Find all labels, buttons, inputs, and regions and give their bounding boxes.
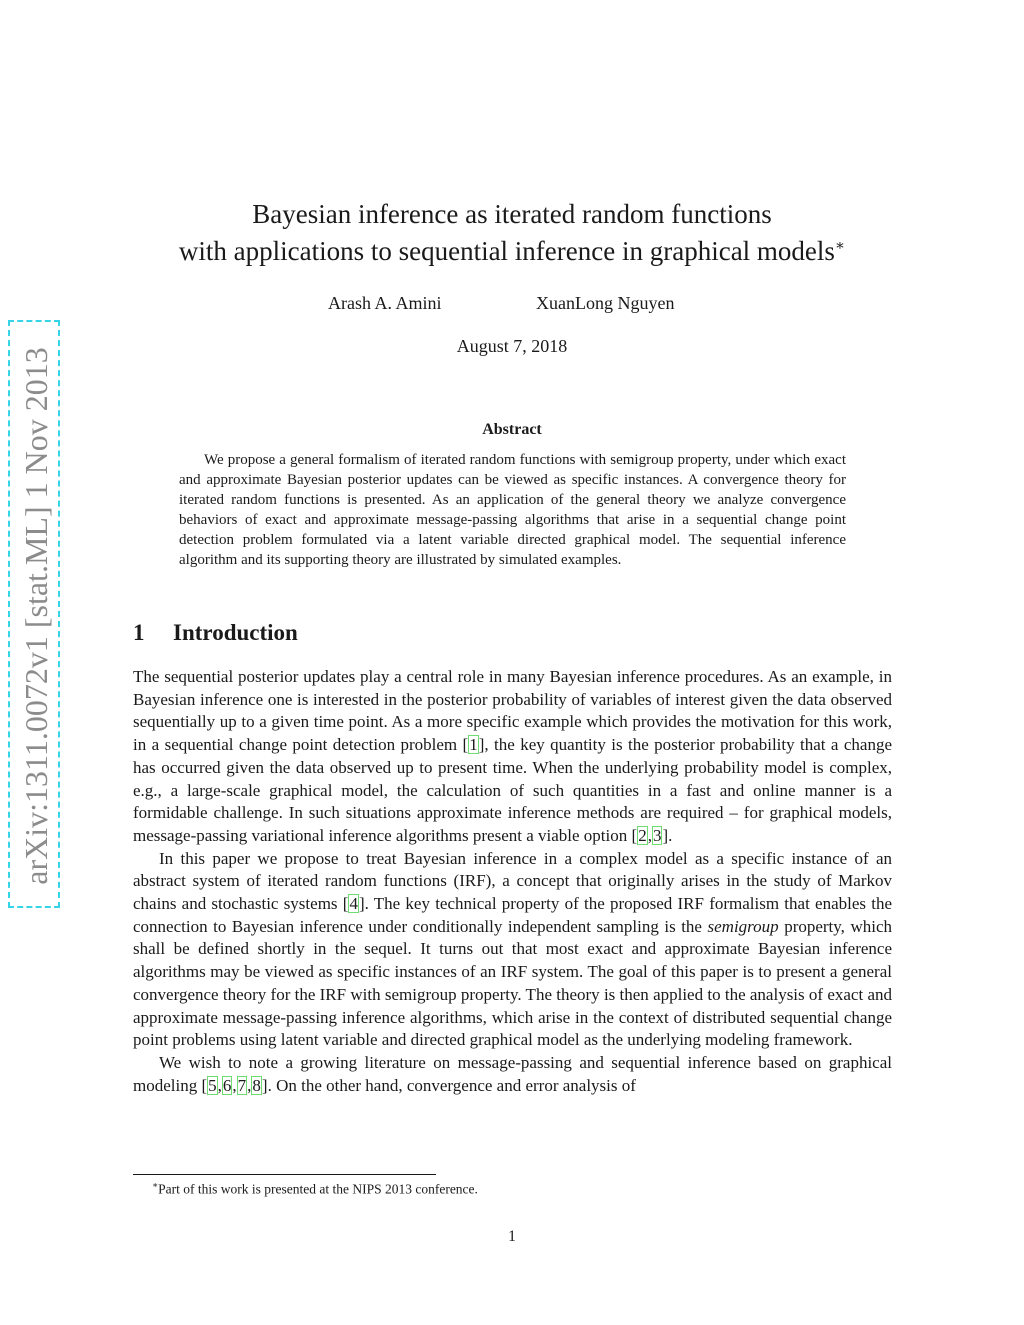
section-heading [133, 620, 298, 646]
citation-link[interactable]: 3 [652, 825, 662, 845]
abstract-heading: Abstract [482, 421, 542, 438]
citation-link[interactable]: 8 [252, 1075, 261, 1095]
arxiv-identifier: arXiv:1311.0072v1 [stat.ML] 1 Nov 2013 [18, 347, 54, 885]
citation-link[interactable]: 7 [237, 1075, 247, 1095]
title-line-2: with applications to sequential inference in graphical models [178, 236, 835, 266]
arxiv-stamp[interactable] [8, 320, 60, 908]
emphasized-term: semigroup [707, 916, 779, 936]
footnote [152, 1180, 478, 1198]
footnote-divider [133, 1174, 436, 1175]
title-line-1: Bayesian inference as iterated random functions [252, 199, 772, 229]
paper-date: August 7, 2018 [456, 336, 568, 356]
paragraph-text: . [668, 825, 673, 845]
citation-link[interactable]: 2 [638, 825, 647, 845]
author-2: XuanLong Nguyen [536, 293, 675, 313]
body-text [133, 666, 892, 1097]
paragraph-1: The sequential posterior updates play a central role in many Bayesian inference procedures. As an example, in Bayesian inference one is interested in the posterior probability of variables of interest given the data observed sequentially up to a given time point. As a more specific example which provides the motivation for this work, in a sequential change point detection problem [1], the key quantity is the posterior probability that a change has occurred given the data observed up to present time. When the underlying probability model is complex, e.g., a large-scale graphical model, the calculation of such quantities in a fast and online manner is a formidable challenge. In such situations approximate inference methods are required – for graphical models, message-passing variational inference algorithms present a viable option [2,3]. [133, 667, 892, 845]
citation-link[interactable]: 1 [469, 735, 478, 755]
paragraph-3: We wish to note a growing literature on message-passing and sequential inference based on graphical modeling [5,6,7,8]. On the other hand, convergence and error analysis of [133, 1052, 892, 1095]
section-title: Introduction [173, 620, 298, 645]
paragraph-text: In this paper we propose to treat Bayesian inference in a complex model as a specific instance of an abstract system of iterated random functions (IRF), a concept that originally arises in the study of Markov chains and stochastic systems [133, 848, 892, 914]
footnote-text: Part of this work is presented at the NIPS 2013 conference. [158, 1181, 478, 1197]
citation-link[interactable]: 6 [222, 1075, 232, 1095]
footnote-mark: ∗ [152, 1180, 159, 1190]
citation-link[interactable]: 4 [349, 894, 358, 914]
paragraph-text: property, which shall be defined shortly in the sequel. It turns out that most exact and approximate Bayesian inference algorithms may be viewed as specific instances of an IRF system. The goal of this paper is to present a general convergence theory for the IRF with semigroup property. The theory is then applied to the analysis of exact and approximate message-passing inference algorithms, which arise in the context of distributed sequential change point problems using latent variable and directed graphical model as the underlying modeling framework. [133, 916, 892, 1050]
paragraph-text: The sequential posterior updates play a central role in many Bayesian inference procedures. As an example, in Bayesian inference one is interested in the posterior probability of variables of interest given the data observed sequentially up to a given time point. As a more specific example which provides the motivation for this work, in a sequential change point detection problem [133, 667, 892, 755]
citation-link[interactable]: 5 [208, 1075, 217, 1095]
paragraph-text: We wish to note a growing literature on message-passing and sequential inference based on graphical modeling [133, 1052, 892, 1095]
page-number: 1 [508, 1228, 516, 1245]
abstract-text: We propose a general formalism of iterated random functions with semigroup property, under which exact and approximate Bayesian posterior updates can be viewed as specific instances. A convergence theory for iterated random functions is presented. As an application of the general theory we analyze convergence behaviors of exact and approximate message-passing algorithms that arise in a sequential change point detection problem formulated via a latent variable directed graphical model. The sequential inference algorithm and its supporting theory are illustrated by simulated examples. [179, 452, 846, 568]
author-1: Arash A. Amini [328, 293, 442, 313]
paper-title [0, 196, 1024, 270]
paragraph-text: . On the other hand, convergence and error analysis of [267, 1075, 636, 1095]
title-footnote-mark: ∗ [834, 238, 846, 254]
paragraph-text: . The key technical property of the proposed IRF formalism that enables the connection to Bayesian inference under conditionally independent sampling is the [133, 894, 892, 936]
paragraph-2: In this paper we propose to treat Bayesian inference in a complex model as a specific instance of an abstract system of iterated random functions (IRF), a concept that originally arises in the study of Markov chains and stochastic systems [4]. The key technical property of the proposed IRF formalism that enables the connection to Bayesian inference under conditionally independent sampling is the semigroup property, which shall be defined shortly in the sequel. It turns out that most exact and approximate Bayesian inference algorithms may be viewed as specific instances of an IRF system. The goal of this paper is to present a general convergence theory for the IRF with semigroup property. The theory is then applied to the analysis of exact and approximate message-passing inference algorithms, which arise in the context of distributed sequential change point problems using latent variable and directed graphical model as the underlying modeling framework. [133, 848, 892, 1050]
paragraph-text: , the key quantity is the posterior probability that a change has occurred given the data observed up to present time. When the underlying probability model is complex, e.g., a large-scale graphical model, the calculation of such quantities in a fast and online manner is a formidable challenge. In such situations approximate inference methods are required – for graphical models, message-passing variational inference algorithms present a viable option [133, 735, 892, 845]
section-number: 1 [133, 620, 145, 645]
